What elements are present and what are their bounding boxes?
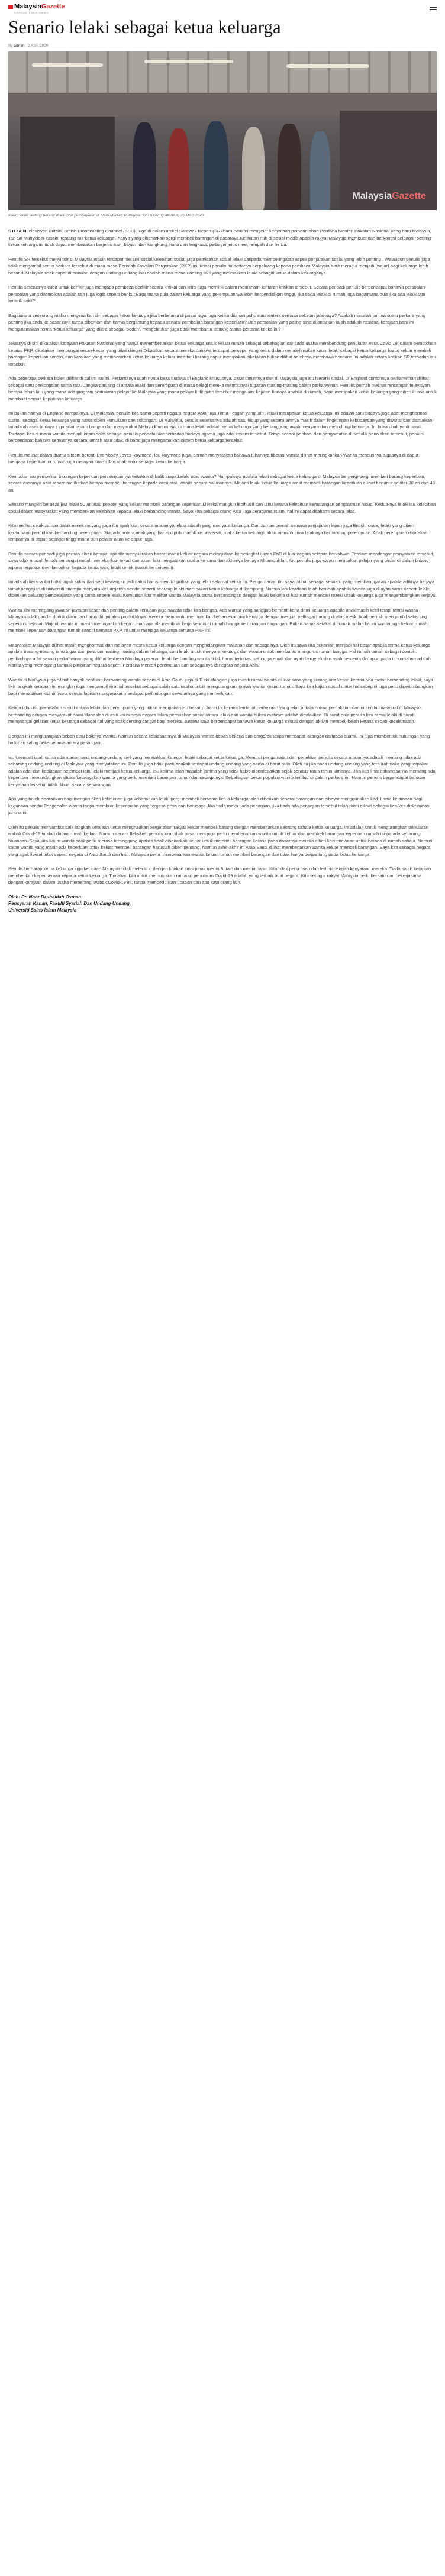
article-body: [8, 228, 437, 913]
article-paragraph: Dengan ini mengurangkan beban atau baiknya wanita. Namun secara kebiasaannya di Malaysia wanita bebas bekerja dan bergerak tanpa mendapat larangan daripada suami, ini juga membentuk hubungan yang baik dan saling bekerjasama antara pasangan.: [8, 733, 430, 745]
article-title: Senario lelaki sebagai ketua keluarga: [8, 17, 281, 37]
image-watermark-accent: Gazette: [392, 191, 426, 201]
article-paragraph: Ketiga ialah isu pemisahan sosial antara lelaki dan perempuan yang bukan merupakan isu besar di barat.Ini kerana terdapat perbezaan yang jelas antara norma pemakaian dan nilai-nilai masyarakat Malaysia berbanding dengan masyarakat barat.Mandalah di asia khususnya negara Islam pemisahan sosial antara lelaki dan wanita bukan mahram adalah digalakkan. Di barat pula penulis kira ramai lelaki di barat menghargai gelaran ketua keluarga sebagai hal yang tidak penting sangat bagi mereka. Justeru saya berpendapat bahawa ketua keluarga sesuai dengan aktiviti membeli-belah kerana sebab keselamatan.: [8, 705, 422, 724]
author-signature: [8, 894, 437, 913]
signature-line: Pensyarah Kanan, Fakulti Syariah Dan Undang-Undang,: [8, 900, 131, 906]
article-paragraph: Isu keempat ialah sama ada mana-mana undang-undang sivil yang meletakkan kategori lelaki sebagai ketua keluarga. Menurut pengamatan dan penelitian penulis secara umumnya adalah memang tidak ada sebarang undang-undang di Malaysia yang menyatakan ini. Penulis juga tidak pasti adakah terdapat undang-undang yang sama di barat pula. Oleh itu jika tiada undang-undang yang tersurat maka yang terpakai adalah adat dan kebiasaan setempat iaitu lelaki menjadi ketua keluarga. Isu kelima ialah masalah jantina yang tidak habis diperdebatkan sejak beratus-ratus tahun lamanya. Jika kita lihat bahawasanya memang ada keperluan memandangkan situasi kebanyakan wanita yang perlu membeli barangan rumah dan sebagainya. Sebahagian besar populasi wanita terlibat di dalam perkara ini. Namun penulis berpendapat bahawa kenyataan tersebut tidak dibuat secara sebarangan.: [8, 754, 436, 787]
page: [0, 0, 445, 927]
article-paragraph: Oleh itu penulis menyambut baik langkah kerajaan untuk menghadkan pergerakan rakyat keluar membeli barang dengan membenarkan seorang sahaja ketua keluarga. Ini adalah untuk mengurangkan penularan wabak Covid-19 ini dari dalam rumah ke luar. Namun secara fleksibel, penulis kira pihak pasar raya juga perlu membenarkan wanita untuk keluar dan membeli barangan keperluan rumah tanpa ada sebarang halangan. Saya kira kaum wanita tidak perlu merasa tersinggung apabila tidak dibenarkan keluar untuk membeli barangan kerana pada dasarnya mereka diberi keistimewaan untuk berada di rumah sahaja. Namun kaum wanita yang masih ada keperluan untuk keluar membeli barangan haruslah diberi peluang. Namun akhir-akhir ini Arab Saudi dilihat membenarkan wanita keluar membeli barangan. Saya kira sebagai negara yang agak liberal tidak seperti negara di Arab Saudi dan Iran, Malaysia perlu membenarkan wanita keluar rumah membeli barangan dan tidak hanya bergantung pada ketua keluarga.: [8, 824, 433, 857]
article-paragraph: Apa yang boleh disarankan bagi menguruskan kekeliruan juga kebanyakan lelaki pergi membeli bersama ketua keluarga ialah diberikan senarai barangan dan dibayar menggunakan kad. Lama kelamaan bagi kegunaan sendiri.Pengenalan wanita tanpa membuat kesimpulan yang tergesa-gesa dan berupaya.Jika tiada maka tiada perjanjian, jika tiada ada perjanjian tersebut telah pasti dilihat sebagai kes-kes diskriminasi jantina ini.: [8, 796, 430, 815]
site-header: [8, 0, 437, 14]
site-logo[interactable]: [8, 1, 65, 14]
signature-line: Oleh: Dr. Noor Dzuhaidah Osman: [8, 894, 82, 900]
hamburger-menu-icon[interactable]: [430, 5, 437, 10]
article-paragraph: Wanita kini memegang jawatan-jawatan besar dan penting dalam kerajaan juga swasta tidak kira bangsa. Ada wanita yang sanggup berhenti kerja demi keluarga apabila anak masih kecil tetapi ramai wanita Malaysia tidak pandai duduk diam dan harus ditujui atas produktifnya. Mereka membantu meringankan beban ekonomi keluarga dengan menjual pelbagai barang di atas meski tidak pernah mengambil sebarang seperti di pejabat. Majoriti wanita ini masih meringankan kerja rumah apabila membuat kerja sendiri di rumah hingga ke barangan dagangan. Bukan hanya setakat di rumah malah kaum wanita juga keluar rumah membeli keperluan barangan rumah sendiri semasa PKP ini untuk menjaga keluarga semasa PKP ini.: [8, 607, 428, 633]
image-watermark-main: Malaysia: [352, 191, 392, 201]
article-paragraph: Jelasnya di sini dikatakan kerajaan Pakatan Nasional yang hanya menembenarkan ketua keluarga untuk keluar rumah sebagai sebahagian daripada usaha membendung penularan virus Covid 19, dalam pemotohan ke atas PKP, dikatakan mempunyai kesan-kesan yang tidak diingini.Dikatakan secara mereka bahawa terdapat persepsi yang keliru dalam mendefinisikan kaum lelaki sebagai ketua keluarga harus keluar membeli barangan keperluan sendiri, dan kerajaan yang memberarkan ketua keluarga keluar membeli barang dapur merupakan dikatakan bukan dilihat bolehnya membawa bencana.Ini adalah antara kritikan SR terhadap isu tersebut.: [8, 341, 436, 367]
publish-date: 2 April 2020: [28, 44, 49, 48]
article-paragraph: [8, 228, 437, 248]
signature-line: Universiti Sains Islam Malaysia: [8, 907, 77, 913]
article-paragraph: Bagaimana seseorang mahu mengenalkan diri sebagai ketua keluarga jika berbelanja di pasar raya juga ketika ditahan polis atau tentera semasa sekatan jalanraya? Adakah masalah jantina suatu perkara yang penting jika anda ke pasar raya tanpa diberikan dan hanya bergantung kepada senarai pembelian barangan keperluan? Dan persoalan yang paling sinis dilontarkan ialah adakah nasional kerajaan baru ini mengutamakan terma 'ketua keluarga' yang dikira sebagai 'bodoh', mengelirukan juga tidak membantu tentang status pertama ketika ini?: [8, 312, 425, 332]
author-link[interactable]: admin: [14, 44, 25, 48]
article-hero-image: [8, 51, 437, 210]
lead-word: STESEN: [8, 228, 27, 234]
logo-wordmark: [14, 1, 65, 14]
article-paragraph: Ada beberapa perkara boleh dilihat di dalam isu ini. Pertamanya ialah nyata beza budaya di England khususnya, barat umumnya dan di Malaysia juga isu hierarki sosial. Di England contohnya perkahwinan dilihat sebagai satu perkongsian sama rata. Jangka panjang di antara lelaki dan perempuan di masa selagi mereka mempunyai tugasan masing-masing dalam perkahwinan. Penulis pernah melihat rancangan televisyen berapa tahun lalu yang mana ada program pertukaran pelajar ke Malaysia yang mana pelajar kulit putih tersebut mengalami kejutan budaya apabila di rumah, bapa merupakan ketua keluarga yang diberi kuasa untuk membuat semua keputusan keluarga.: [8, 376, 437, 402]
article-paragraph: Ini bukan halnya di England nampaknya. Di Malaysia, penulis kira sama seperti negara-negara Asia juga Timur Tengah yang lain , lelaki merupakan ketua keluarga. Ini adalah satu budaya juga adat menghormati suami, sebagai ketua keluarga yang harus diberi kemuliaan dan sokongan. Di Malaysia, penulis seterusnya adalah satu hidup yang secara amnya masih dalam lingkungan kebudayaan yang diwarisi dan diamalkan. Ini adalah asas budaya juga adat resam bangsa dan masyarakat Melayu khususnya, di mana lelaki adalah ketua keluarga yang bertanggungjawab menyara dan melindungi keluarga. Ini bukan halnya di barat. Terdapat kes di mana wanita menjadi imam solat sebagai penulis pendahuluan terhadap budaya,agama juga adat resam tersebut. Tetapi secara peribadi dan pengamatan di sebalik penolakan tersebut, penulis berpendapat bahawa semuanya secara lumrah atau tidak, di barat juga mengamalkan sistem ketua keluarga tersebut.: [8, 411, 434, 443]
article-paragraph: Masyarakat Malaysia dilihat masih menghormati dan melayan mesra ketua keluarga dengan menghidangkan makanan dan sebagainya. Oleh itu saya kira bukanlah menjadi hal besar apabila terma ketua keluarga apabila masing-masing tahu tugas dan peranan masing-masing dalam keluarga, satu lelaki untuk menyara keluarga dan wanita untuk membantu mengurus rumah tangga. Hal ramah tamah sebagai contoh: peribadinya adat sesuai perkahwinan yang dilihat berbeza.Misalnya peranan lelaki berbanding wanita tidak harus terbatas, sehingga emak dan ayah bergerak dan ayah bercerita di dapur, pada tahun-tahun adalah wanita yang memegang tampuk pimpinan negara seperti Perdana Menteri perempuan dan sebagainya di negara-negara Asia.: [8, 642, 431, 668]
article-paragraph: Penulis seterusnya cuba untuk berfikir juga mengapa pembeza berfikir secara kritikal dan kritis juga memiliki dalam memahami lontaran kritikan tersebut. Secara peribadi penulis berpendapat bahawa persoalan-persoalan yang ditonjolkan adalah sah juga logik seperti berikut:Bagaimana pula dalam keluarga yang perempuannya lebih berpendidikan tinggi, jika tiada lelaki di rumah juga bagaimana pula jika ada lelaki tapi tertarik sakit?: [8, 285, 427, 303]
image-watermark: [352, 191, 426, 202]
article-paragraph: Penulis secara peribadi juga pernah diberi berapa, apabila menyuarakan hasrat mahu keluar negara melanjutkan ke peringkat ijazah PhD di luar negara selepas berkahwin. Terdiam mendengar pernyataan tersebut, saya tidak mudah lemah semangat malah menekankan tekad dan azam lalu menyatakan usaha ke sana dan akhirnya berjaya Alhamdulillah. Ibu penulis juga walau merupakan pelajar yang pintar di dalam bidang agama terpaksa membenarkan kepada ketua yang lelaki untuk masuk ke universiti.: [8, 551, 434, 570]
author-line: [8, 44, 24, 48]
image-caption: Kaum lelaki sedang beratur di kaunter pembayaran di Hero Market, Putrajaya. foto SYAFIQ AMBAK, 26 MAC 2020: [8, 214, 204, 218]
logo-name-accent: Gazette: [41, 2, 65, 10]
article-paragraph: Senario mungkin berbeza jika lelaki 50 an atau pencen yang keluar membeli barangan keperluan.Mereka mungkin lebih arif dan tahu kerana kelebihan kematangan pengalaman hidup. Kedua-nya lelaki isu kelebihan sosial dalam masyarakat yang memberikan kelebihan kepada lelaki berbanding wanita. Saya kira sebagai orang Asia juga beragama Islam, hal ini dapat difahami secara jelas.: [8, 502, 436, 514]
logo-name-main: Malaysia: [14, 2, 41, 10]
logo-mark-icon: [8, 5, 13, 9]
author-prefix: By: [8, 44, 13, 48]
article-paragraph: Penulis melihat dalam drama sitcom berenti Everybody Loves Raymond, Ibu Raymond juga, pernah menyatakan bahawa tuhannya tiberasi wanita dilihat meringkankan.Wanita mencurinya tugasnya di dapur, menjaga keperluan di rumah juga melayan suami dan anak-anak sebagai ketua keluarga.: [8, 452, 420, 464]
article-paragraph: Kita melihat sejak zaman datuk nenek moyang juga ibu ayah kita, secara umumnya lelaki adalah yang menyara keluarga. Dan zaman pernah semasa penjajahan lepun juga British, orang lelaki yang diberi keutamaan pendidikan berbanding perempuan. Jika ada antara anak yang harus dipilih masuk ke universiti, maka ketua keluarga akan memilih anak lelakinya berbanding perempuan. Anak perempuan dikatakan tempatnya di dapur, setinggi-tinggi mana pun pelajar akan ke dapur juga.: [8, 523, 428, 542]
article-paragraph: Wanita di Malaysia juga dilihat banyak berdikari berbanding wanita seperti di Arab Saudi juga di Turki.Mungkin juga masih ramai wanita di luar sana yang kurang ada kesan kerana ada motor berbanding lelaki, saya fikir langkah kerajaan ini mungkin juga mengambil kira hal tersebut sebagai salah satu usaha untuk mengurangkan jumlah wanita keluar rumah. Saya kira kajian sosial untuk hal sebegini juga perlu dipertimbangkan bagi memastikan kita di mana semua lapisan masyarakat mendapat perlindungan sewajarnya yang memerlukan.: [8, 677, 433, 696]
article-paragraph: Penulis berharap ketua keluarga juga kerajaan Malaysia tidak melenting dengan kritikan sinis pihak media Britain dan media barat. Kita tidak perlu risau dan tertipu dengan kenyataan mereka. Tiada salah kerajaan memberikan kepercayaan kepada ketua keluarga. Tindakan kita untuk memutuskan rantaian penularan Covid-19 adalah yang terbaik buat negara. Kita sebagai rakyat Malaysia perlu bersatu dan bekerjasama dengan kerajaan dalam usaha memerangi wabak Covid-19 ini, tanpa mempedulikan ucapan dan apa kata orang lain.: [8, 866, 431, 885]
logo-tagline: SPREAD YOUR NEWS: [14, 11, 49, 14]
article-meta: [8, 44, 437, 48]
paragraph-text: televisyen Britain, British Broadcasting Channel (BBC), juga di dalam artikel Sarawak Report (SR) baru-baru ini menyelar kenyataan pemerintahan Perdana Menteri Pakatan Nasional yang baru Malaysia, Tan Sri Muhyiddin Yassin, tentang isu 'ketua keluarga', hanya yang dibenarkan pergi membeli barangan di pasaraya.Kelihatan riuh di sosial media apabila rakyat Malaysia membuat dan berkongsi pelbagai 'posting' ketua keluarga ini tidak dapat membezakan berjenis ikan, bayam dan kangkung, halia dan lengkuas, pelbagai jenis mee, rempah dan herba.: [8, 228, 432, 247]
article-paragraph: Penulis SR tersebut menyindir di Malaysia masih terdapat hierarki sosial,kelebihan sosial juga pemisahan sosial lelaki daripada memperingatan aspek penjarakan sosial yang lebih penting . Walaupun penulis juga tidak mengambil serius perkara tersebut di masa masa Perintah Kawalan Pergerakan (PKP) ini, tetapi penulis itu bertanya berpeluang kepada pembaca Malaysia turut meragui menjadi (wajar) bagi keluarga lebih besar di Malaysia tidak dapat diteruskan dengan undang-undang lalu adalah mana-mana undang sivil yang meletakkan lelaki sebagai ketua dalam keluarganya.: [8, 256, 430, 276]
article-paragraph: Ini adalah kerana ibu hidup agak sukar dari segi kewangan jadi datuk harus memilih pilihan yang lebih selamat ketika itu. Pengorbanan ibu saya dilihat sebagai sesuatu yang membanggakan apabila adiknya berjaya tamat pengajian di universiti, mampu menyara keluarganya sendiri seperti seorang lelaki merupakan ketua keluarga di kampung. Namun kini keadaan telah berubah apabila wanita juga dilayan sama seperti lelaki, diberikan peluang pembelajaran yang sama seperti lelaki.Kemudian kita melihat wanita Malaysia sama bergandingan dengan lelaki bekerja di luar rumah mencari rezeki untuk keluarga juga mengembangkan kerjaya.: [8, 579, 437, 598]
article-paragraph: Kemudian isu pembelian barangan keperluan persetujuannya tertakluk di balik atapa.Lelaki atau wanita? Nampaknya apabila lelaki sebagai ketua keluarga di Malaysia berpergi-pergi membeli barang keperluan, secara dasarnya adat resam melihatkan betapa membeli barangan kepada isteri atau wanita secara naluriannya. Majoriti lelaki ketua keluarga amat membeli barangan keperluan dilihat berumur sekitar 30-an dan 40-an.: [8, 473, 437, 493]
